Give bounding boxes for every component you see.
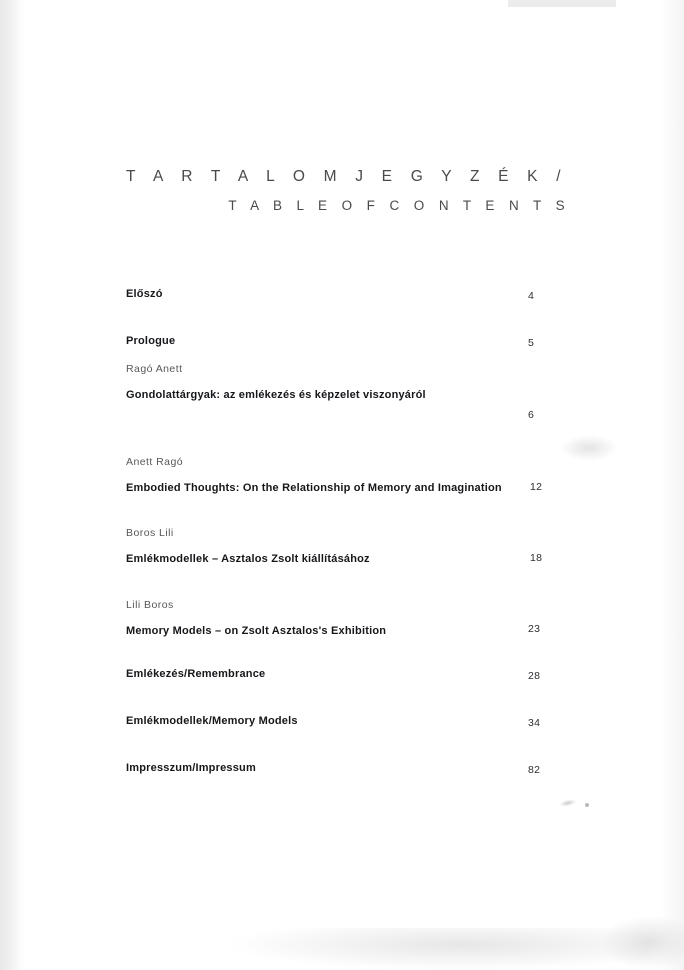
page-title-english: T A B L E O F C O N T E N T S [228,198,570,213]
page-spine-shadow [0,0,20,970]
toc-entry[interactable] [126,362,426,403]
toc-entry-title[interactable]: Impresszum/Impressum [126,762,256,774]
toc-entry-page-number: 18 [530,552,543,564]
toc-entry-title[interactable]: Emlékmodellek – Asztalos Zsolt kiállításához [126,553,370,565]
toc-entry-title[interactable]: Emlékmodellek/Memory Models [126,715,298,727]
toc-entry[interactable] [126,526,370,567]
toc-entry[interactable] [126,666,265,682]
page-title [126,168,596,213]
toc-entry-page-number: 34 [528,717,541,729]
toc-entry-page-number: 82 [528,764,541,776]
toc-entry-page-number: 23 [528,623,541,635]
scan-artifact-top [508,0,616,7]
toc-entry[interactable] [126,455,502,496]
toc-entry-title[interactable]: Embodied Thoughts: On the Relationship of Memory and Imagination [126,482,502,494]
toc-entry-page-number: 5 [528,337,535,349]
scan-artifact-dot [585,803,589,807]
toc-entry-title[interactable]: Előszó [126,288,163,300]
page-title-hungarian: T A R T A L O M J E G Y Z É K / [126,168,568,185]
toc-entry-page-number: 28 [528,670,541,682]
scan-artifact-bottom-right [600,915,684,970]
toc-entry-author: Lili Boros [126,599,174,611]
toc-entry-page-number: 6 [528,409,535,421]
scan-artifact-bottom [230,928,650,970]
toc-entry-author: Boros Lili [126,527,174,539]
toc-entry-title[interactable]: Gondolattárgyak: az emlékezés és képzelet viszonyáról [126,389,426,401]
toc-entry[interactable] [126,713,298,729]
scan-artifact-smudge [560,798,577,807]
toc-entry-page-number: 4 [528,290,535,302]
toc-entry-page-number: 12 [530,481,543,493]
toc-entry[interactable] [126,333,175,349]
scan-artifact-middle [560,435,618,461]
toc-entry-title[interactable]: Prologue [126,335,176,347]
toc-entry-author: Anett Ragó [126,456,184,468]
toc-entry[interactable] [126,286,163,302]
toc-entry-title[interactable]: Emlékezés/Remembrance [126,668,266,680]
toc-entry-author: Ragó Anett [126,363,183,375]
toc-entry-title[interactable]: Memory Models – on Zsolt Asztalos's Exhibition [126,625,387,637]
toc-entry[interactable] [126,598,386,639]
toc-entry[interactable] [126,760,256,776]
